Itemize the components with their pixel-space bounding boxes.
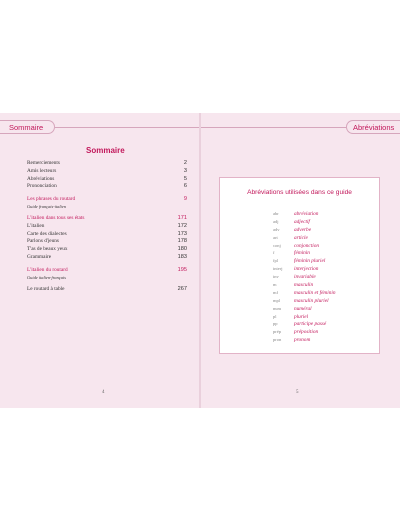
toc-entry-page: 195 [177, 266, 187, 273]
toc-entry-label: Remerciements [27, 160, 60, 166]
abbreviation-row [273, 226, 336, 234]
toc-entry-page: 171 [177, 214, 187, 221]
toc-entry [27, 254, 187, 262]
abbreviation: pp [273, 321, 278, 327]
abbreviation-meaning: féminin [294, 250, 310, 257]
toc-entry [27, 215, 187, 223]
toc-entry-page: 180 [177, 246, 187, 253]
toc-entry [27, 176, 187, 184]
toc-entry [27, 286, 187, 294]
toc-entry-label: L'italien dans tous ses états [27, 214, 85, 221]
abbreviation: fpl [273, 258, 278, 264]
toc-entry-page: 2 [183, 160, 187, 166]
toc-entry-label: Prononciation [27, 183, 57, 190]
abbreviation: mf [273, 289, 278, 295]
abbreviation-meaning: masculin et féminin [294, 289, 336, 296]
abbreviation-meaning: adjectif [294, 218, 310, 225]
abbreviations-box [219, 177, 380, 354]
abbreviation: abr [273, 211, 279, 216]
toc-entry-label: Amis lecteurs [27, 167, 57, 174]
abbreviation-row [273, 234, 336, 242]
abbreviation-meaning: article [294, 234, 308, 241]
abbreviation-row [273, 297, 336, 305]
abbreviation-meaning: préposition [294, 329, 319, 336]
abbreviation: mpl [273, 297, 281, 303]
abbreviation: interj [273, 266, 283, 272]
toc-entry-label: Le routard à table [27, 285, 65, 292]
toc-entry [27, 246, 187, 254]
header-rule-left [55, 127, 199, 128]
abbreviation: conj [273, 242, 281, 248]
toc-entry [27, 183, 187, 191]
abbreviation: pron [273, 337, 282, 343]
page-number-left: 4 [102, 390, 105, 395]
toc-entry-label: L'italien du routard [27, 266, 68, 273]
abbreviation: prép [273, 329, 281, 335]
toc-entry [27, 160, 187, 168]
toc-entry-page: 172 [177, 222, 187, 229]
toc-entry-page: 173 [177, 230, 187, 237]
abbreviation-meaning: féminin pluriel [294, 258, 326, 265]
toc-entry [27, 196, 187, 204]
toc-entry [27, 238, 187, 246]
abbreviation: inv [273, 274, 279, 280]
toc-entry-page: 178 [177, 238, 187, 245]
toc-entry-label: L'italien [27, 222, 45, 229]
abbreviation-meaning: invariable [294, 274, 316, 281]
abbreviation-row [273, 257, 336, 265]
abbreviation-row [273, 313, 336, 321]
abbreviations-title: Abréviations utilisées dans ce guide [247, 189, 352, 196]
abbreviations-list [273, 210, 336, 344]
toc-entry-label: Abréviations [27, 175, 55, 182]
toc-entry-page: 6 [183, 183, 187, 190]
abbreviation-meaning: interjection [294, 266, 319, 273]
toc-entry-page: 183 [177, 253, 187, 260]
toc-entry-label: Parlons d'jeuns [27, 238, 59, 245]
book-gutter [199, 113, 201, 408]
toc-entry-label: Carte des dialectes [27, 230, 67, 237]
toc-entry-label: Grammaire [27, 253, 52, 260]
abbreviation-row [273, 218, 336, 226]
abbreviation-meaning: numéral [294, 305, 312, 312]
toc-entry-page: 9 [183, 196, 187, 203]
abbreviation-row [273, 336, 336, 344]
page-title: Sommaire [86, 146, 125, 155]
toc-entry-subtitle: Guide italien-français [27, 274, 66, 280]
page-number-right: 5 [296, 390, 299, 395]
abbreviation-row [273, 328, 336, 336]
abbreviation: m [273, 282, 277, 288]
toc-entry [27, 223, 187, 231]
toc-entry [27, 267, 187, 275]
abbreviation-row [273, 249, 336, 257]
header-tab-sommaire: Sommaire [0, 120, 55, 134]
abbreviation-meaning: conjonction [294, 242, 320, 249]
toc-entry-page: 267 [177, 285, 187, 292]
toc-entry [27, 168, 187, 176]
abbreviation: pl [273, 313, 277, 319]
abbreviation-meaning: pluriel [294, 313, 309, 320]
toc-entry [27, 231, 187, 239]
header-tab-abreviations: Abréviations [346, 120, 400, 134]
header-rule-right [201, 127, 346, 128]
abbreviation-meaning: adverbe [294, 226, 312, 233]
abbreviation-meaning: participe passé [294, 321, 327, 328]
abbreviation: num [273, 305, 282, 311]
abbreviation-row [273, 289, 336, 297]
abbreviation-meaning: abréviation [294, 211, 319, 217]
toc-entry-label: T'as de beaux yeux [27, 246, 68, 253]
abbreviation-meaning: pronom [294, 337, 311, 344]
abbreviation: adj [273, 218, 279, 224]
abbreviation-row [273, 281, 336, 289]
abbreviation-row [273, 210, 336, 218]
abbreviation: art [273, 234, 278, 240]
abbreviation-row [273, 320, 336, 328]
abbreviation-row [273, 305, 336, 313]
toc-entry-page: 3 [183, 167, 187, 174]
toc-entry-label: Les phrases du routard [27, 196, 76, 203]
abbreviation-meaning: masculin pluriel [294, 297, 329, 304]
abbreviation-row [273, 265, 336, 273]
abbreviation: f [273, 250, 275, 256]
toc-entry-page: 5 [183, 175, 187, 182]
toc-entry-subtitle: Guide français-italien [27, 203, 66, 209]
abbreviation-row [273, 242, 336, 250]
abbreviation-row [273, 273, 336, 281]
table-of-contents [27, 160, 187, 293]
abbreviation-meaning: masculin [294, 282, 314, 289]
abbreviation: adv [273, 226, 280, 232]
